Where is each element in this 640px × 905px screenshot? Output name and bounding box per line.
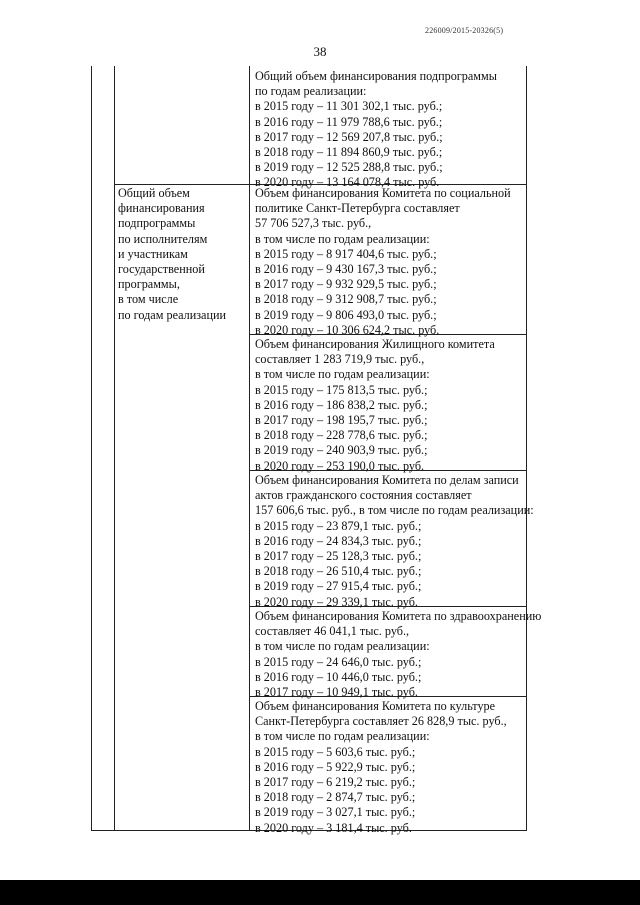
table-column-divider [114, 66, 115, 830]
page-number: 38 [313, 44, 327, 59]
row-label-cell [118, 186, 248, 323]
row-label-line: финансирования [118, 201, 205, 216]
text-line: в том числе по годам реализации: [255, 639, 430, 654]
text-line: в 2018 году – 9 312 908,7 тыс. руб.; [255, 292, 437, 307]
text-line: в том числе по годам реализации: [255, 231, 430, 246]
text-line: в 2018 году – 228 778,6 тыс. руб.; [255, 428, 428, 443]
text-line: в 2020 году – 3 181,4 тыс. руб. [255, 820, 412, 835]
text-line: в 2019 году – 9 806 493,0 тыс. руб.; [255, 307, 437, 322]
text-line: в 2016 году – 5 922,9 тыс. руб.; [255, 759, 416, 774]
healthcare-committee-block [255, 609, 542, 700]
housing-committee-block [255, 337, 527, 474]
text-line: в 2016 году – 186 838,2 тыс. руб.; [255, 397, 428, 412]
text-line: в 2020 году – 29 339,1 тыс. руб. [255, 594, 418, 609]
text-line: в 2017 году – 9 932 929,5 тыс. руб.; [255, 277, 437, 292]
scan-bottom-edge [0, 880, 640, 905]
row-label-line: программы, [118, 277, 180, 292]
row-label-line: по годам реализации [118, 307, 227, 322]
table-column-divider [249, 66, 250, 830]
text-line: в 2018 году – 11 894 860,9 тыс. руб.; [255, 145, 443, 160]
text-line: в 2015 году – 24 646,0 тыс. руб.; [255, 654, 422, 669]
row-label-line: по исполнителям [118, 231, 208, 246]
text-line: в 2019 году – 12 525 288,8 тыс. руб.; [255, 160, 443, 175]
social-policy-committee-block [255, 186, 527, 338]
subprogram-total-block [255, 69, 527, 191]
culture-committee-block [255, 699, 527, 836]
text-line: в 2020 году – 13 164 078,4 тыс. руб. [255, 175, 440, 190]
text-line: в 2015 году – 23 879,1 тыс. руб.; [255, 518, 422, 533]
text-line: в 2017 году – 25 128,3 тыс. руб.; [255, 549, 422, 564]
text-line: в 2017 году – 198 195,7 тыс. руб.; [255, 413, 428, 428]
text-line: Объем финансирования Жилищного комитета [255, 337, 495, 351]
text-line: актов гражданского состояния составляет [255, 488, 472, 503]
text-line: в 2016 году – 24 834,3 тыс. руб.; [255, 533, 422, 548]
text-line: 157 606,6 тыс. руб., в том числе по годам реализации: [255, 503, 534, 518]
text-line: в 2016 году – 11 979 788,6 тыс. руб.; [255, 114, 443, 129]
text-line: в том числе по годам реализации: [255, 729, 430, 744]
text-line: в 2016 году – 10 446,0 тыс. руб.; [255, 669, 422, 684]
text-line: в 2015 году – 175 813,5 тыс. руб.; [255, 382, 428, 397]
text-line: Объем финансирования Комитета по культуре [255, 699, 496, 713]
text-line: составляет 46 041,1 тыс. руб., [255, 624, 410, 639]
text-line: по годам реализации: [255, 84, 367, 99]
row-label-line: и участникам [118, 246, 188, 261]
text-line: в 2019 году – 3 027,1 тыс. руб.; [255, 805, 416, 820]
text-line: в том числе по годам реализации: [255, 367, 430, 382]
text-line: Санкт-Петербурга составляет 26 828,9 тыс. руб., [255, 714, 507, 729]
text-line: Объем финансирования Комитета по делам записи [255, 473, 519, 487]
text-line: в 2020 году – 253 190,0 тыс. руб. [255, 458, 425, 473]
text-line: политике Санкт-Петербурга составляет [255, 201, 460, 216]
text-line: в 2017 году – 6 219,2 тыс. руб.; [255, 775, 416, 790]
text-line: в 2017 году – 12 569 207,8 тыс. руб.; [255, 129, 443, 144]
civil-registry-committee-block [255, 473, 534, 610]
document-id: 226009/2015-20326(5) [425, 26, 504, 35]
text-line: в 2020 году – 10 306 624,2 тыс. руб. [255, 322, 440, 337]
text-line: в 2016 году – 9 430 167,3 тыс. руб.; [255, 262, 437, 277]
row-label-line: Общий объем [118, 186, 190, 200]
text-line: в 2015 году – 5 603,6 тыс. руб.; [255, 744, 416, 759]
text-line: в 2018 году – 2 874,7 тыс. руб.; [255, 790, 416, 805]
text-line: в 2019 году – 240 903,9 тыс. руб.; [255, 443, 428, 458]
row-label-line: в том числе [118, 292, 179, 307]
text-line: Объем финансирования Комитета по социальной [255, 186, 511, 200]
text-line: Объем финансирования Комитета по здравоохранению [255, 609, 542, 623]
funding-table [91, 66, 542, 835]
text-line: в 2019 году – 27 915,4 тыс. руб.; [255, 579, 422, 594]
text-line: Общий объем финансирования подпрограммы [255, 69, 497, 83]
text-line: 57 706 527,3 тыс. руб., [255, 216, 372, 231]
text-line: в 2018 году – 26 510,4 тыс. руб.; [255, 564, 422, 579]
text-line: составляет 1 283 719,9 тыс. руб., [255, 352, 425, 367]
text-line: в 2015 году – 11 301 302,1 тыс. руб.; [255, 99, 443, 114]
row-label-line: подпрограммы [118, 216, 196, 231]
text-line: в 2015 году – 8 917 404,6 тыс. руб.; [255, 246, 437, 261]
text-line: в 2017 году – 10 949,1 тыс. руб. [255, 685, 418, 700]
row-label-line: государственной [118, 262, 205, 277]
